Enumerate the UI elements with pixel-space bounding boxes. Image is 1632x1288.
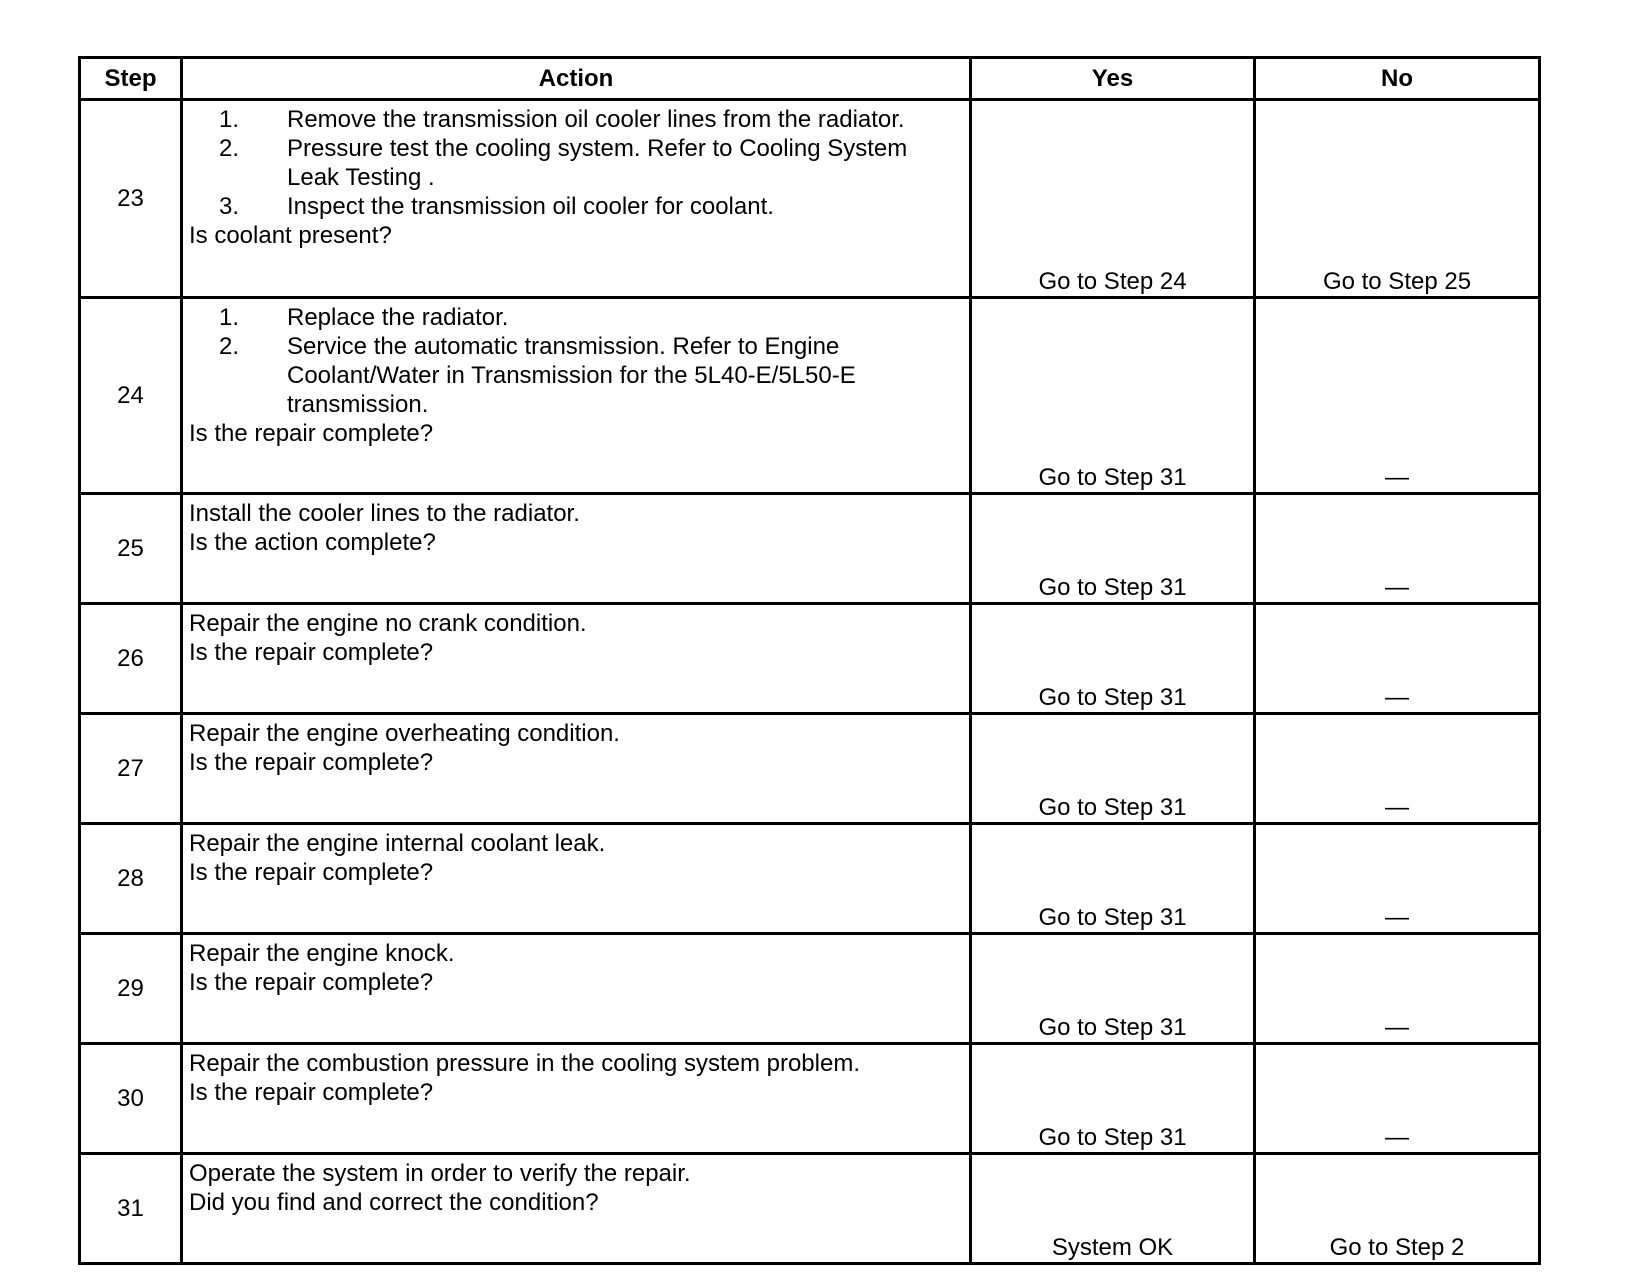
action-cell [182,1044,971,1154]
action-question: Is the repair complete? [189,859,434,886]
action-text: Repair the engine no crank condition. [189,610,587,637]
step-number: 25 [80,494,182,604]
list-item [189,192,963,221]
action-text: Install the cooler lines to the radiator. [189,500,580,527]
action-text: Repair the engine overheating condition. [189,720,620,747]
no-result: — [1255,604,1540,714]
item-text: Pressure test the cooling system. Refer to Cooling System Leak Testing . [287,135,908,191]
table-row [80,494,1540,604]
action-cell [182,604,971,714]
item-text: Inspect the transmission oil cooler for coolant. [287,193,774,220]
table-row [80,298,1540,494]
list-item [189,332,963,419]
step-number: 29 [80,934,182,1044]
header-row [80,58,1540,100]
yes-result: Go to Step 31 [971,934,1255,1044]
step-number: 27 [80,714,182,824]
diagnostic-table [78,56,1541,1265]
yes-result: Go to Step 31 [971,1044,1255,1154]
no-result: — [1255,934,1540,1044]
action-text: Repair the engine knock. [189,940,455,967]
action-question: Is the action complete? [189,529,436,556]
action-question: Is the repair complete? [189,1079,434,1106]
item-number: 1. [218,106,239,133]
no-result: Go to Step 2 [1255,1154,1540,1264]
item-text: Service the automatic transmission. Refer to Engine Coolant/Water in Transmission for the 5L40-E/5L50-E transmission. [287,333,856,418]
action-steps-list [189,105,963,221]
yes-result: Go to Step 31 [971,494,1255,604]
step-number: 26 [80,604,182,714]
header-yes: Yes [971,58,1255,100]
no-result: — [1255,1044,1540,1154]
header-no: No [1255,58,1540,100]
item-text: Replace the radiator. [287,304,509,331]
action-question: Is the repair complete? [189,749,434,776]
yes-result: Go to Step 31 [971,714,1255,824]
table-row [80,824,1540,934]
no-result: Go to Step 25 [1255,100,1540,298]
action-question: Is coolant present? [189,222,392,249]
yes-result: Go to Step 31 [971,298,1255,494]
no-result: — [1255,824,1540,934]
yes-result: Go to Step 31 [971,824,1255,934]
action-cell [182,494,971,604]
list-item [189,105,963,134]
table-row [80,1154,1540,1264]
item-number: 3. [218,193,239,220]
table-row [80,100,1540,298]
header-step: Step [80,58,182,100]
no-result: — [1255,494,1540,604]
action-question: Is the repair complete? [189,420,434,447]
table-row [80,604,1540,714]
action-cell [182,100,971,298]
item-number: 2. [218,333,239,360]
action-cell [182,1154,971,1264]
step-number: 30 [80,1044,182,1154]
table-row [80,714,1540,824]
yes-result: System OK [971,1154,1255,1264]
table-row [80,1044,1540,1154]
list-item [189,134,963,192]
no-result: — [1255,298,1540,494]
step-number: 31 [80,1154,182,1264]
table-row [80,934,1540,1044]
item-text: Remove the transmission oil cooler lines from the radiator. [287,106,905,133]
step-number: 24 [80,298,182,494]
action-steps-list [189,303,963,419]
yes-result: Go to Step 24 [971,100,1255,298]
action-question: Did you find and correct the condition? [189,1189,599,1216]
step-number: 23 [80,100,182,298]
step-number: 28 [80,824,182,934]
action-text: Repair the engine internal coolant leak. [189,830,606,857]
yes-result: Go to Step 31 [971,604,1255,714]
action-text: Operate the system in order to verify the repair. [189,1160,691,1187]
no-result: — [1255,714,1540,824]
item-number: 2. [218,135,239,162]
action-question: Is the repair complete? [189,969,434,996]
action-cell [182,298,971,494]
action-cell [182,714,971,824]
header-action: Action [182,58,971,100]
item-number: 1. [218,304,239,331]
action-cell [182,824,971,934]
action-question: Is the repair complete? [189,639,434,666]
action-cell [182,934,971,1044]
action-text: Repair the combustion pressure in the cooling system problem. [189,1050,860,1077]
list-item [189,303,963,332]
